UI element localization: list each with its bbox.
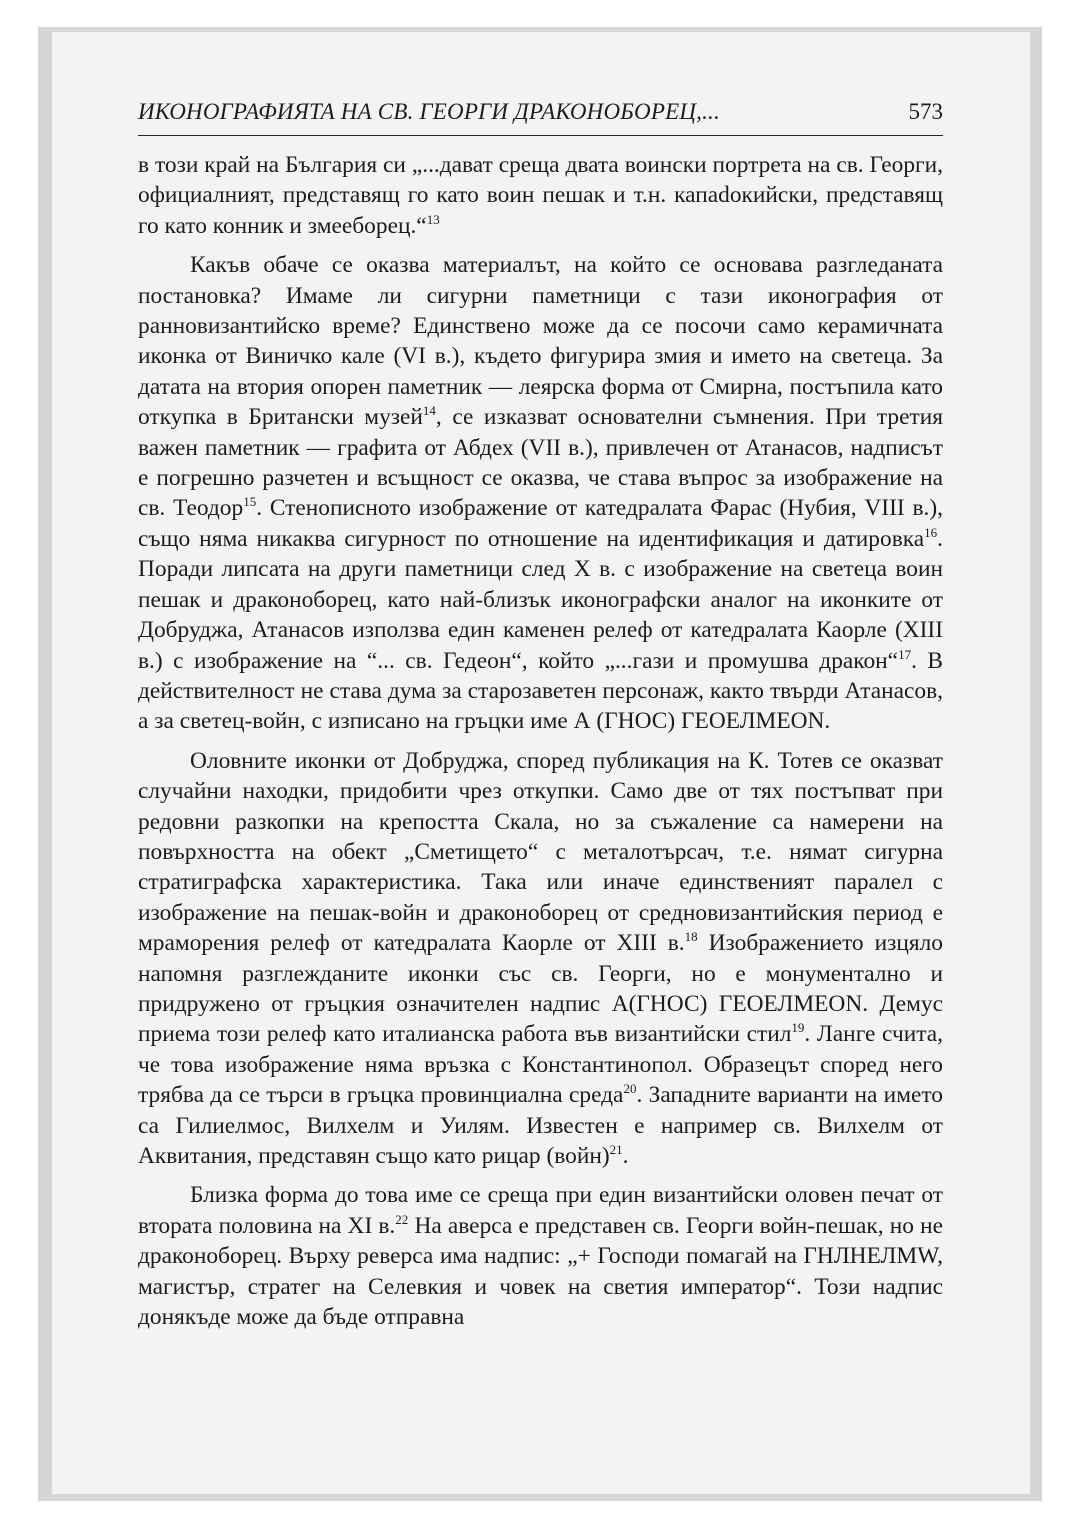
header-rule [138, 135, 943, 136]
text-segment: Изображението изцяло напомня разглежданите иконки със св. Георги, но е монументално и придружено от гръцкия означителен надпис А(ГНОС) ГЕОЕЛМЕОN. Демус приема този релеф като италианска работа във византийски стил [138, 930, 943, 1048]
text-segment: . Ланге счита, че това изображение няма връзка с Константинопол. Образецът според него трябва да се търси в гръцка провинциална среда [138, 1021, 943, 1109]
paragraph-4 [138, 1180, 943, 1332]
footnote-ref: 19 [791, 1020, 805, 1036]
running-header [138, 96, 943, 128]
footnote-ref: 16 [924, 524, 938, 540]
paragraph-1 [138, 150, 943, 241]
text-segment: . [622, 1143, 629, 1169]
running-title: ИКОНОГРАФИЯТА НА СВ. ГЕОРГИ ДРАКОНОБОРЕЦ,... [138, 99, 720, 124]
paragraph-2 [138, 250, 943, 737]
text-segment: Оловните иконки от Добруджа, според публикация на К. Тотев се оказват случайни находки, придобити чрез откупки. Само две от тях постъпват при редовни разкопки на крепостта Скала, но за съжаление са намерени на повърхността на обект „Сметището“ с металотърсач, т.е. нямат сигурна стратиграфска характеристика. Така или иначе единственият паралел с изображение на пешак-войн и драконоборец от средновизантийския период е мраморения релеф от катедралата Каорле от XIII в. [138, 747, 943, 957]
footnote-ref: 18 [684, 929, 698, 945]
footnote-ref: 14 [422, 403, 436, 419]
text-segment: в този край на България си „...дават среща двата воински портрета на св. Георги, официалният, представящ го като воин пешак и т.н. капаdокийски, представящ го като конник и змееборец.“ [138, 152, 943, 239]
text-segment: . В действителност не става дума за старозаветен персонаж, както твърди Атанасов, а за светец-войн, с изписано на гръцки име А (ГНОС) ГЕОЕЛМЕОN. [138, 647, 944, 735]
page-number: 573 [908, 99, 943, 124]
text-segment: . Поради липсата на други паметници след Х в. с изображение на светеца воин пешак и драконоборец, като най-близък иконографски аналог на иконките от Добруджа, Атанасов използва един каменен релеф от катедралата Каорле (XIII в.) с изображение на “... св. Гедеон“, който „...гази и промушва дракон“ [138, 525, 943, 674]
footnote-ref: 13 [426, 211, 440, 227]
footnote-ref: 21 [609, 1142, 623, 1157]
footnote-ref: 17 [898, 646, 912, 662]
body-text [138, 150, 943, 1332]
paragraph-3 [138, 746, 943, 1172]
footnote-ref: 15 [243, 494, 257, 510]
text-segment: Близка форма до това име се среща при един византийски оловен печат от втората половина на XI в. [138, 1182, 943, 1239]
text-segment: , се изказват основателни съмнения. При третия важен паметник — графита от Абдех (VII в.), привлечен от Атанасов, надписът е погрешно разчетен и всъщност се оказва, че става въпрос за изображение на св. Теодор [138, 404, 943, 522]
text-segment: На аверса е представен св. Георги войн-пешак, но не драконоборец. Върху реверса има надпис: „+ Господи помагай на ГНЛНЕЛМW, магистър, стратег на Селевкия и човек на светия император“. Този надпис донякъде може да бъде отправна [138, 1212, 944, 1331]
text-segment: . Западните варианти на името са Гилиелмос, Вилхелм и Уилям. Известен е например св. Вилхелм от Аквитания, представян също като рицар (войн) [138, 1082, 943, 1169]
footnote-ref: 22 [395, 1211, 409, 1227]
footnote-ref: 20 [623, 1081, 637, 1097]
text-segment: . Стенописното изображение от катедралата Фарас (Нубия, VIII в.), също няма никаква сигурност по отношение на идентификация и датировка [138, 495, 943, 552]
text-segment: Какъв обаче се оказва материалът, на който се основава разгледаната постановка? Имаме ли сигурни паметници с тази иконография от ранновизантийско време? Единствено може да се посочи само керамичната иконка от Виничко кале (VI в.), където фигурира змия и името на светеца. За датата на втория опорен паметник — леярска форма от Смирна, постъпила като откупка в Британски музей [138, 252, 943, 431]
